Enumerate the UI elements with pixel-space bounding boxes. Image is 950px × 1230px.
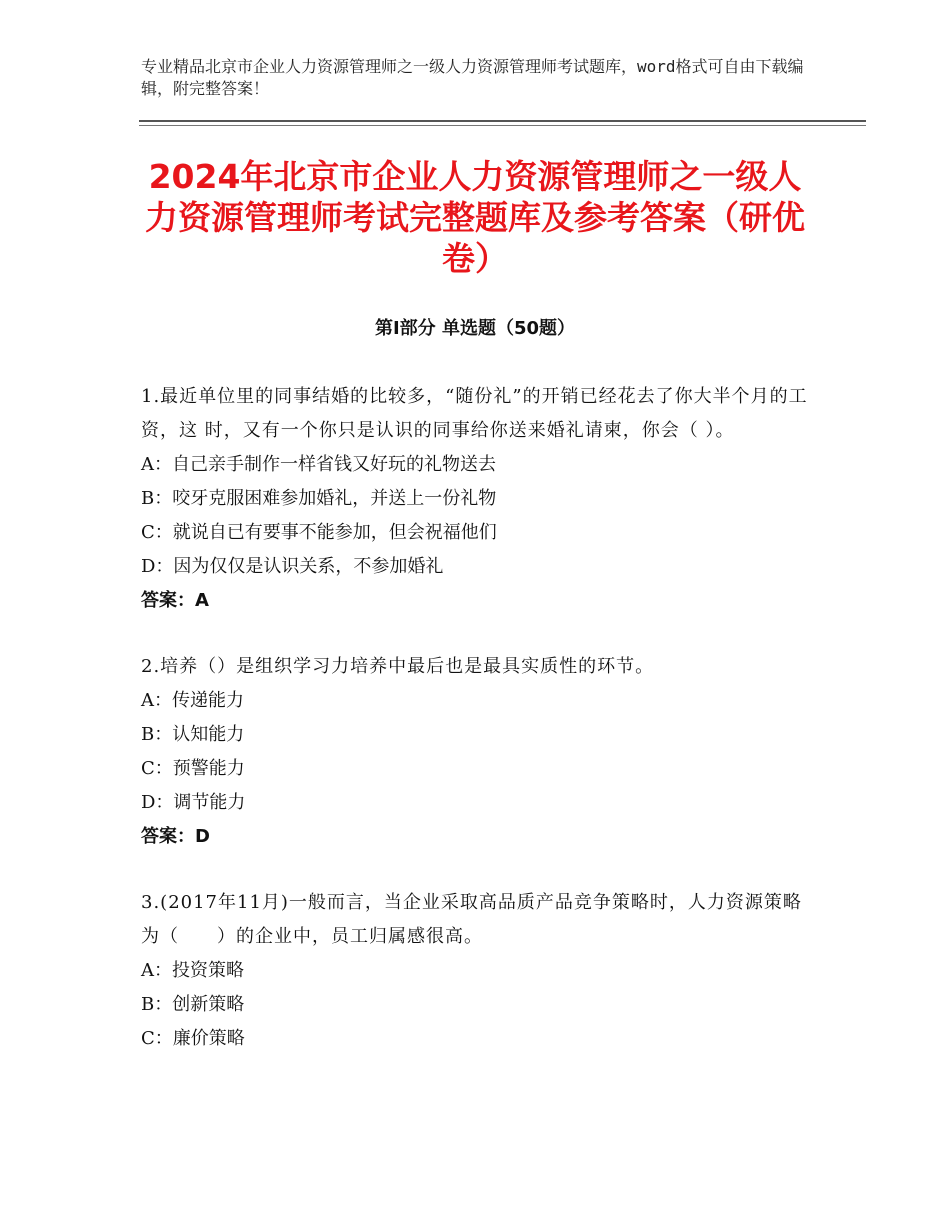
header-divider-thin — [139, 125, 866, 126]
answer: 答案：D — [141, 826, 210, 847]
question-stem: 3.(2017年11月)一般而言，当企业采取高品质产品竞争策略时，人力资源策略为（ ）的企业中，员工归属感很高。 — [141, 892, 802, 947]
option-a: A：投资策略 — [141, 960, 244, 981]
header-note: 专业精品北京市企业人力资源管理师之一级人力资源管理师考试题库，word格式可自由下载编辑，附完整答案！ — [141, 57, 804, 98]
document-title: 2024年北京市企业人力资源管理师之一级人力资源管理师考试完整题库及参考答案（研优卷） — [145, 157, 805, 278]
option-a: A：自己亲手制作一样省钱又好玩的礼物送去 — [141, 454, 496, 475]
option-c: C：廉价策略 — [141, 1028, 245, 1049]
option-b: B：认知能力 — [141, 724, 245, 745]
option-c: C：预警能力 — [141, 758, 245, 779]
option-d: D：因为仅仅是认识关系，不参加婚礼 — [141, 556, 444, 577]
header-divider-thick — [139, 120, 866, 122]
option-b: B：咬牙克服困难参加婚礼，并送上一份礼物 — [141, 488, 497, 509]
question-2 — [141, 650, 811, 854]
option-c: C：就说自已有要事不能参加，但会祝福他们 — [141, 522, 497, 543]
section-title: 第Ⅰ部分 单选题（50题） — [374, 318, 575, 339]
option-d: D：调节能力 — [141, 792, 246, 813]
question-1 — [141, 380, 811, 618]
option-b: B：创新策略 — [141, 994, 245, 1015]
option-a: A：传递能力 — [141, 690, 244, 711]
question-list — [141, 380, 811, 1088]
question-3 — [141, 886, 811, 1056]
question-stem: 2.培养（）是组织学习力培养中最后也是最具实质性的环节。 — [141, 656, 655, 677]
question-stem: 1.最近单位里的同事结婚的比较多，“随份礼”的开销已经花去了你大半个月的工资，这 时，又有一个你只是认识的同事给你送来婚礼请柬，你会（ ）。 — [141, 386, 808, 441]
answer: 答案：A — [141, 590, 209, 611]
